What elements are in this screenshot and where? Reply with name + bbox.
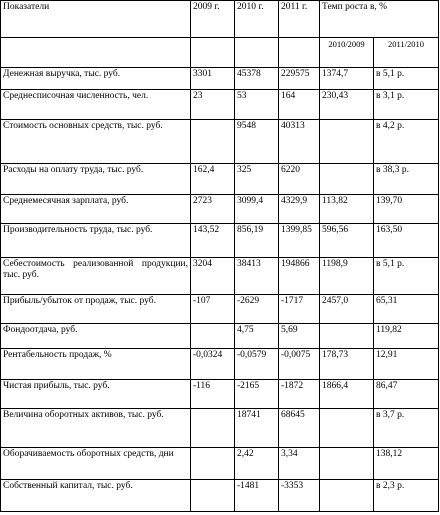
value-2010: 18741: [235, 408, 279, 447]
value-2010: -1481: [235, 480, 279, 512]
header-row: [1, 1, 439, 38]
value-2009: [191, 324, 235, 349]
subheader-2010-2009: 2010/2009: [320, 37, 374, 67]
table-row: [1, 294, 439, 323]
header-2009: 2009 г.: [191, 1, 235, 38]
growth-2011-2010: в 2,3 р.: [374, 480, 439, 512]
growth-2010-2009: 596,56: [320, 224, 374, 258]
table-row: [1, 258, 439, 295]
value-2011: 194866: [279, 258, 320, 295]
value-2010: 38413: [235, 258, 279, 295]
header-indicator: Показатели: [1, 1, 191, 38]
growth-2011-2010: в 5,1 р.: [374, 68, 439, 90]
value-2010: -0,0579: [235, 349, 279, 379]
table-row: [1, 349, 439, 379]
row-label: Чистая прибыль, тыс. руб.: [1, 379, 191, 408]
value-2011: 68645: [279, 408, 320, 447]
growth-2011-2010: 138,12: [374, 447, 439, 480]
row-label: Себестоимость реализованной продукции, тыс. руб.: [1, 258, 191, 295]
row-label: Среднемесячная зарплата, руб.: [1, 195, 191, 224]
growth-2010-2009: 178,73: [320, 349, 374, 379]
growth-2011-2010: в 4,2 р.: [374, 120, 439, 163]
subheader-2011-2010: 2011/2010: [374, 37, 439, 67]
growth-2010-2009: 2457,0: [320, 294, 374, 323]
growth-2010-2009: 1866,4: [320, 379, 374, 408]
subheader-empty: [1, 37, 191, 67]
value-2011: -1717: [279, 294, 320, 323]
value-2009: [191, 408, 235, 447]
header-2011: 2011 г.: [279, 1, 320, 38]
value-2011: 1399,85: [279, 224, 320, 258]
value-2009: 3204: [191, 258, 235, 295]
row-label: Величина оборотных активов, тыс. руб.: [1, 408, 191, 447]
row-label: Производительность труда, тыс. руб.: [1, 224, 191, 258]
value-2011: -1872: [279, 379, 320, 408]
table-row: [1, 120, 439, 163]
value-2010: 9548: [235, 120, 279, 163]
value-2009: [191, 120, 235, 163]
value-2009: -116: [191, 379, 235, 408]
growth-2010-2009: 230,43: [320, 89, 374, 119]
growth-2011-2010: 119,82: [374, 324, 439, 349]
value-2009: -107: [191, 294, 235, 323]
value-2010: 4,75: [235, 324, 279, 349]
row-label: Фондоотдача, руб.: [1, 324, 191, 349]
value-2010: 3099,4: [235, 195, 279, 224]
row-label: Собственный капитал, тыс. руб.: [1, 480, 191, 512]
value-2011: -3353: [279, 480, 320, 512]
row-label: Расходы на оплату труда, тыс. руб.: [1, 163, 191, 194]
growth-2010-2009: [320, 447, 374, 480]
growth-2010-2009: [320, 480, 374, 512]
value-2011: 164: [279, 89, 320, 119]
growth-2011-2010: 12,91: [374, 349, 439, 379]
growth-2010-2009: 113,82: [320, 195, 374, 224]
row-label: Рентабельность продаж, %: [1, 349, 191, 379]
value-2011: 3,34: [279, 447, 320, 480]
table-row: [1, 89, 439, 119]
subheader-row: [1, 37, 439, 67]
growth-2011-2010: в 3,1 р.: [374, 89, 439, 119]
header-growth-rate: Темп роста в, %: [320, 1, 439, 38]
value-2010: 2,42: [235, 447, 279, 480]
growth-2011-2010: 65,31: [374, 294, 439, 323]
value-2010: 325: [235, 163, 279, 194]
value-2009: [191, 447, 235, 480]
value-2010: 45378: [235, 68, 279, 90]
table-row: [1, 480, 439, 512]
value-2009: 23: [191, 89, 235, 119]
subheader-empty: [235, 37, 279, 67]
subheader-empty: [279, 37, 320, 67]
growth-2011-2010: в 38,3 р.: [374, 163, 439, 194]
subheader-empty: [191, 37, 235, 67]
growth-2010-2009: [320, 408, 374, 447]
row-label: Оборачиваемость оборотных средств, дни: [1, 447, 191, 480]
value-2011: -0,0075: [279, 349, 320, 379]
row-label: Стоимость основных средств, тыс. руб.: [1, 120, 191, 163]
growth-2011-2010: в 5,1 р.: [374, 258, 439, 295]
value-2010: -2629: [235, 294, 279, 323]
growth-2010-2009: [320, 324, 374, 349]
growth-2011-2010: 163,50: [374, 224, 439, 258]
value-2009: -0,0324: [191, 349, 235, 379]
value-2009: 3301: [191, 68, 235, 90]
value-2009: [191, 480, 235, 512]
table-row: [1, 68, 439, 90]
value-2011: 4329,9: [279, 195, 320, 224]
growth-2011-2010: в 3,7 р.: [374, 408, 439, 447]
table-row: [1, 195, 439, 224]
value-2009: 2723: [191, 195, 235, 224]
header-2010: 2010 г.: [235, 1, 279, 38]
value-2009: 143,52: [191, 224, 235, 258]
table-row: [1, 379, 439, 408]
growth-2011-2010: 86,47: [374, 379, 439, 408]
value-2010: -2165: [235, 379, 279, 408]
growth-2010-2009: 1198,9: [320, 258, 374, 295]
growth-2011-2010: 139,70: [374, 195, 439, 224]
growth-2010-2009: [320, 120, 374, 163]
table-row: [1, 163, 439, 194]
value-2011: 5,69: [279, 324, 320, 349]
table-row: [1, 224, 439, 258]
value-2011: 6220: [279, 163, 320, 194]
value-2009: 162,4: [191, 163, 235, 194]
value-2010: 53: [235, 89, 279, 119]
value-2011: 229575: [279, 68, 320, 90]
value-2011: 40313: [279, 120, 320, 163]
table-row: [1, 324, 439, 349]
table-row: [1, 408, 439, 447]
row-label: Денежная выручка, тыс. руб.: [1, 68, 191, 90]
value-2010: 856,19: [235, 224, 279, 258]
row-label: Среднесписочная численность, чел.: [1, 89, 191, 119]
table-row: [1, 447, 439, 480]
growth-2010-2009: 1374,7: [320, 68, 374, 90]
row-label: Прибыль/убыток от продаж, тыс. руб.: [1, 294, 191, 323]
growth-2010-2009: [320, 163, 374, 194]
